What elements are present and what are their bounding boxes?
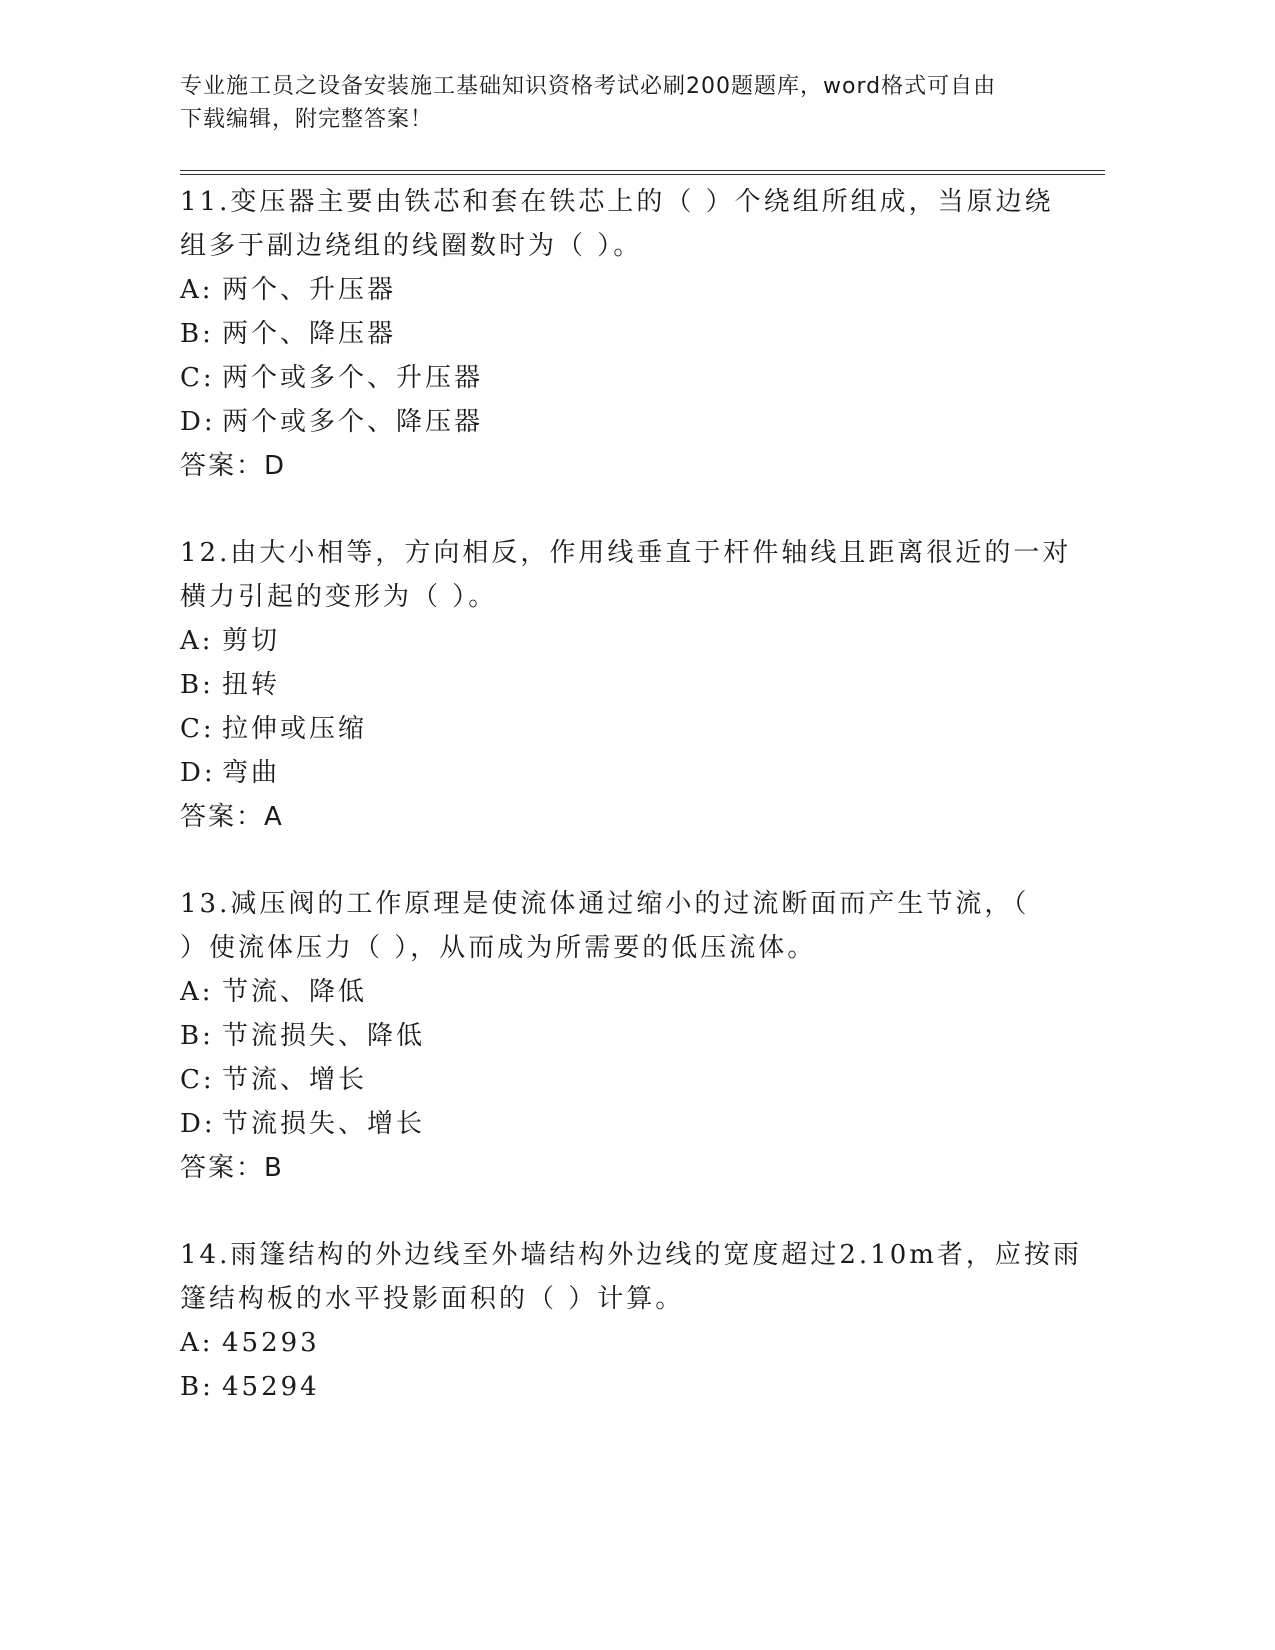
header-line-2: 下载编辑，附完整答案！ (180, 107, 434, 132)
question-line: 13.减压阀的工作原理是使流体通过缩小的过流断面而产生节流，（ (180, 889, 1030, 919)
question-11 (180, 180, 1105, 488)
option-letter: A: (180, 275, 214, 305)
option-text: 45293 (222, 1328, 320, 1358)
question-spacer (180, 1190, 1105, 1233)
option-text: 节流、增长 (222, 1065, 368, 1095)
option-b (180, 663, 1105, 707)
question-line: 12.由大小相等，方向相反，作用线垂直于杆件轴线且距离很近的一对 (180, 538, 1072, 568)
question-13 (180, 882, 1105, 1190)
option-letter: A: (180, 977, 214, 1007)
question-line: ）使流体压力（ ），从而成为所需要的低压流体。 (180, 933, 817, 963)
option-letter: D: (180, 758, 216, 788)
question-text (180, 1233, 1082, 1321)
option-a (180, 1321, 1105, 1365)
option-b (180, 1365, 1105, 1409)
answer-text: 答案：A (180, 802, 284, 832)
option-text: 节流损失、增长 (222, 1109, 426, 1139)
option-text: 弯曲 (222, 758, 281, 788)
header-line-1: 专业施工员之设备安装施工基础知识资格考试必刷200题题库，word格式可自由 (180, 74, 997, 99)
option-letter: B: (180, 670, 214, 700)
question-line: 11.变压器主要由铁芯和套在铁芯上的（ ）个绕组所组成，当原边绕 (180, 187, 1054, 217)
option-d (180, 751, 1105, 795)
option-text: 45294 (222, 1372, 320, 1402)
question-spacer (180, 839, 1105, 882)
option-letter: A: (180, 1328, 214, 1358)
question-12 (180, 531, 1105, 839)
option-letter: C: (180, 363, 215, 393)
option-a (180, 970, 1105, 1014)
answer-text: 答案：D (180, 451, 287, 481)
question-text (180, 180, 1054, 268)
question-line: 篷结构板的水平投影面积的（ ）计算。 (180, 1284, 685, 1314)
option-text: 两个、降压器 (222, 319, 397, 349)
header-divider-bottom (180, 174, 1105, 175)
question-list (180, 180, 1105, 1409)
option-d (180, 1102, 1105, 1146)
option-letter: B: (180, 319, 214, 349)
option-letter: B: (180, 1372, 214, 1402)
option-text: 两个、升压器 (222, 275, 397, 305)
option-letter: D: (180, 1109, 216, 1139)
option-d (180, 400, 1105, 444)
question-spacer (180, 488, 1105, 531)
option-text: 两个或多个、升压器 (222, 363, 484, 393)
question-line: 组多于副边绕组的线圈数时为（ ）。 (180, 231, 643, 261)
option-text: 节流损失、降低 (222, 1021, 426, 1051)
question-text (180, 531, 1072, 619)
answer-text: 答案：B (180, 1153, 284, 1183)
option-a (180, 619, 1105, 663)
option-text: 拉伸或压缩 (222, 714, 368, 744)
option-c (180, 356, 1105, 400)
option-c (180, 707, 1105, 751)
option-text: 两个或多个、降压器 (222, 407, 484, 437)
option-a (180, 268, 1105, 312)
option-letter: A: (180, 626, 214, 656)
document-header (180, 70, 1040, 136)
option-letter: C: (180, 714, 215, 744)
option-text: 剪切 (222, 626, 281, 656)
question-text (180, 882, 1040, 970)
header-divider-top (180, 170, 1105, 171)
option-letter: B: (180, 1021, 214, 1051)
option-letter: D: (180, 407, 216, 437)
option-letter: C: (180, 1065, 215, 1095)
question-line: 14.雨篷结构的外边线至外墙结构外边线的宽度超过2.10m者，应按雨 (180, 1240, 1082, 1270)
option-b (180, 1014, 1105, 1058)
question-14 (180, 1233, 1105, 1409)
option-c (180, 1058, 1105, 1102)
question-line: 横力引起的变形为（ ）。 (180, 582, 498, 612)
option-text: 节流、降低 (222, 977, 368, 1007)
option-b (180, 312, 1105, 356)
option-text: 扭转 (222, 670, 281, 700)
